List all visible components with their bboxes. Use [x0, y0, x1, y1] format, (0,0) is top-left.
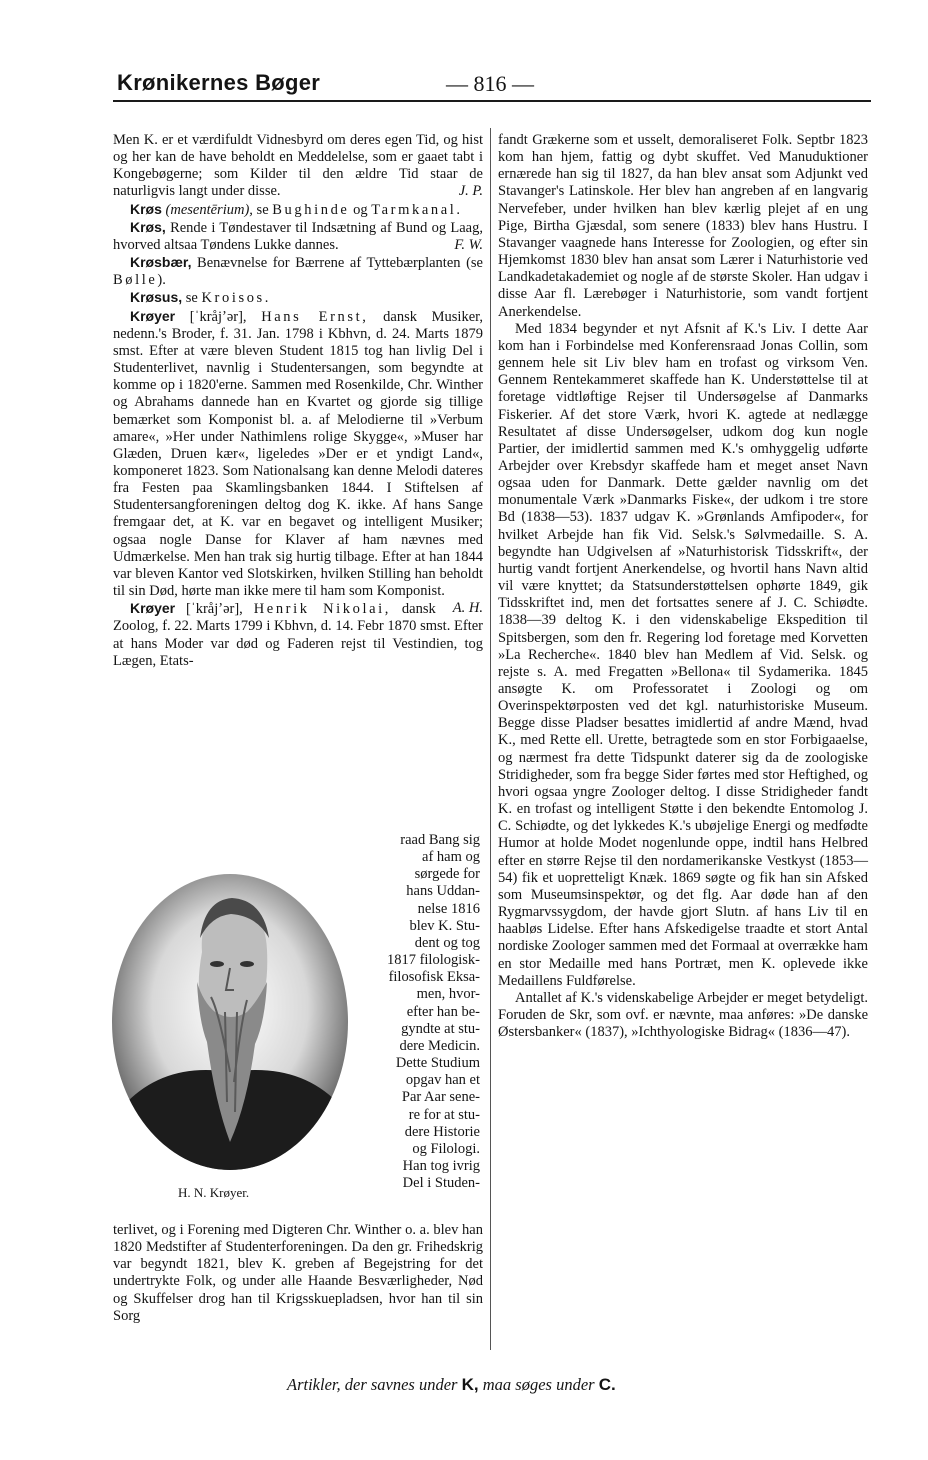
entry-term: (mesentērium), — [165, 201, 253, 218]
cross-reference: Kroisos. — [201, 290, 272, 307]
column-divider — [490, 128, 491, 1350]
narrow-line: filosofisk Eksa- — [388, 969, 480, 986]
entry-headword: Krøs — [130, 200, 162, 217]
entry-text: Rende i Tøndestaver til Indsætning af Bund og Laag, hvorved altsaa Tøndens Lukke dannes. — [113, 219, 483, 253]
entry-text: se — [182, 290, 202, 307]
narrow-line: Dette Studium — [395, 1055, 480, 1072]
right-column — [498, 132, 868, 1041]
narrow-line: sørgede for — [414, 866, 480, 883]
entry-text: dansk Musiker, nedenn.'s Broder, f. 31. Jan. 1798 i Kbhvn, d. 24. Marts 1879 smst. Efter at være bleven Student 1815 tog han livlig Del i Studenterlivet, navnlig i Studentersangen, som begyndte at komme op i 1820'erne. Sammen med Rosenkilde, Chr. Winther og Abrahams dannede han en Kvartet og gjorde sig tillige bemærket som Komponist bl. a. af Melodierne til »Verbum amare«, »Her under Nathimlens rolige Skygge«, »Muser har Glæden, Druen kær«, ligeledes »Der er et yndigt Land«, komponeret 1823. Som Nationalsang kan denne Melodi dateres fra Festen paa Skamlingsbanken 1844. I Stiftelsen af Studentersangforeningen deltog dog K. ikke. Af hans Sange fremgaar det, at K. var en begavet og intelligent Musiker; ogsaa nogle Danse for Klaver af ham nævnes med Udmærkelse. Men han trak sig hurtig tilbage. Efter at han 1844 var bleven Kantor ved Slotskirken, hvilken Stilling han beholdt til sin Død, hørte man ikke mere til ham som Komponist. — [113, 308, 484, 600]
narrow-line: raad Bang sig — [400, 832, 480, 848]
paragraph-works: Antallet af K.'s videnskabelige Arbejder er meget betydeligt. Foruden de Skr, som ovf. er nævnte, maa anføres: »De danske Østersbanker« (1837), »Ichthyologiske Bidrag« (1836—47). — [498, 989, 868, 1041]
entry-kroyer-henrik-nikolai — [113, 600, 483, 670]
narrow-line: Del i Studen- — [402, 1175, 480, 1192]
header-title: Krønikernes Bøger — [117, 70, 321, 95]
narrow-line: hans Uddan- — [406, 883, 480, 900]
cross-reference: Bølle — [113, 272, 158, 289]
left-column — [113, 132, 483, 670]
cross-reference: Bughinde — [272, 201, 350, 218]
left-column-continuation: terlivet, og i Forening med Digteren Chr. Winther o. a. blev han 1820 Medstifter af Studenterforeningen. Da den gr. Frihedskrig var begyndt 1821, blev K. greben af Begejstring for det undertrykte Folk, og under alle Haande Besværligheder, Nød og Skuffelser drog han til Krigsskuepladsen, hvor han til sin Sorg — [113, 1222, 483, 1324]
footer-text: Artikler, der savnes under — [287, 1375, 462, 1394]
narrow-line: af ham og — [422, 849, 480, 866]
narrow-line: opgav han et — [405, 1072, 480, 1089]
text-beside-portrait — [356, 832, 480, 1192]
narrow-line: 1817 filologisk- — [386, 952, 480, 969]
portrait-caption: H. N. Krøyer. — [178, 1185, 250, 1200]
narrow-line: Par Aar sene- — [401, 1089, 480, 1106]
narrow-line: efter han be- — [406, 1003, 480, 1020]
portrait-image — [107, 872, 353, 1182]
entry-text: ). — [157, 272, 166, 289]
narrow-line: re for at stu- — [408, 1106, 480, 1123]
entry-kros-rende — [113, 219, 483, 254]
paragraph-continued: fandt Grækerne som et usselt, demoraliseret Folk. Septbr 1823 kom han hjem, fattig og dybt skuffet. Ved Manuduktioner ernærede han sig til 1827, da han blev ansat som Adjunkt ved Stavanger's Latinskole. Her blev han angreben af en langvarig Nervefeber, under hvilken han blev kærlig plejet af en ung Pige, Birtha Gjæsdal, som senere (1833) blev hans Hustru. I Stavanger vaagnede hans Interesse for Zoologien, og efter sin Hjemkomst 1830 blev han ansat som Lærer i Naturhistorie ved Landkadetakademiet og nogle af de største Skoler. Han udgav i disse Aar fl. Lærebøger i Naturhistorie, som vandt fortjent Anerkendelse. — [498, 132, 868, 320]
entry-headword: Krøsbær, — [130, 254, 192, 271]
entry-text: og — [349, 201, 372, 218]
entry-headword: Krøsus, — [130, 289, 183, 306]
narrow-line: blev K. Stu- — [409, 917, 480, 934]
entry-text: se — [252, 201, 273, 218]
page-number: — 816 — — [446, 71, 534, 96]
narrow-line: gyndte at stu- — [401, 1020, 480, 1037]
entry-headword: Krøs, — [130, 218, 166, 235]
person-name: Hans Ernst, — [261, 308, 369, 325]
entry-kros-mesenterium — [113, 201, 483, 219]
narrow-line: dent og tog — [414, 934, 480, 951]
narrow-line: og Filologi. — [412, 1140, 480, 1157]
author-signature: F. W. — [454, 236, 483, 253]
footer-text: maa søges under — [478, 1375, 599, 1394]
person-name: Henrik Nikolai, — [253, 601, 392, 618]
paragraph-1834: Med 1834 begynder et nyt Afsnit af K.'s Liv. I dette Aar kom han i Forbindelse med Konferensraad Jonas Collin, som gennem hele sit Liv blev ham en trofast og virksom Ven. Gennem Rentekammeret skaffede han K. Understøttelse til at foretage vidtløftige Rejser til Undersøgelse af Danmarks Fiskerier. Af det store Værk, hvori K. agtede at nedlægge Resultatet af disse Undersøgelser, udkom dog kun nogle Partier, der imidlertid sammen med K.'s omhyggelig udførte Arbejder over Krebsdyr skaffede ham et meget anset Navn ogsaa uden for Danmark. Dette gælder navnlig om det monumentale Værk »Danmarks Fiske«, der udkom i tre store Bd (1838—53). 1837 udgav K. »Grønlands Amfipoder«, for hvilket Arbejde han fik Vid. Selsk.'s Sølvmedaille. S. A. begyndte han Udgivelsen af »Naturhistorisk Tidsskrift«, der hurtig vandt fortjent Anerkendelse, og hvortil hans Navn altid vil være knyttet; da Statsunderstøttelsen ophørte 1849, gik Tidsskriftet ind, men det fortsattes senere af J. C. Schiødte. 1838—39 deltog K. i den videnskabelige Ekspedition til Spitsbergen, som den fr. Regering lod foretage med Korvetten »La Recherche«. 1840 blev han Medlem af Vid. Selsk. og rejste s. A. med Fregatten »Bellona« til Sydamerika. 1845 ansøgte K. om Professoratet i Zoologi og om Overinspektørposten ved det kgl. naturhistoriske Museum. Begge disse Pladser besattes imidlertid af andre Mænd, hvad K., med Rette ell. Urette, betragtede som en stor Forbigaaelse, og nærmest fra dette Tidspunkt daterer sig da de zoologiske Stridigheder, som fra begge Sider førtes med stor Heftighed, og hvori ogsaa yngre Zoologer deltog. I disse Stridigheder fandt K. en trofast og intelligent Støtte i den bekendte Entomolog J. C. Schiødte, og det lykkedes K.'s ubøjelige Energi og medfødte Humor at holde Modet nogenlunde oppe, indtil hans Helbred efter en større Rejse til den nordamerikanske Vestkyst (1853—54) fik et uopretteligt Knæk. 1869 søgte og fik han sin Afsked som Museumsinspektør, og det flg. Aar døde han af den Rygmarvssygdom, der havde gjort Slutn. af hans Liv til en haabløs Lidelse. Efter hans Afskedigelse traadte et stort Antal nordiske Zoologer sammen med det Formaal at overrække ham en stor Medaille med hans Portræt, men K. oplevede ikke Medaillens Fuldførelse. — [498, 320, 868, 989]
narrow-line: nelse 1816 — [417, 900, 480, 917]
author-signature: A. H. — [452, 600, 483, 617]
entry-headword: Krøyer — [130, 600, 176, 617]
narrow-line: men, hvor- — [416, 986, 480, 1003]
entry-text: Benævnelse for Bærrene af Tyttebærplanten (se — [191, 255, 483, 272]
pronunciation: [ˈkråjʼər], — [175, 308, 262, 325]
entry-text: dansk Zoolog, f. 22. Marts 1799 i Kbhvn, d. 14. Febr 1870 smst. Efter at hans Moder var død og Faderen rejst til Vestindien, tog Lægen, Etats- — [113, 601, 483, 669]
footer-letter-k: K, — [461, 1375, 479, 1394]
entry-headword: Krøyer — [130, 307, 176, 324]
narrow-line: dere Medicin. — [399, 1037, 480, 1054]
narrow-line: Han tog ivrig — [402, 1157, 480, 1174]
header-rule — [113, 100, 871, 102]
entry-krosbaer — [113, 254, 483, 289]
paragraph-kronikernes-end — [113, 132, 483, 201]
entry-krosus — [113, 289, 483, 307]
footer-note — [287, 1375, 616, 1395]
cross-reference: Tarmkanal. — [371, 201, 463, 218]
paragraph-text: Men K. er et værdifuldt Vidnesbyrd om deres egen Tid, og hist og her kan de have beholdt en Meddelelse, som er gaaet tabt i Kongebøgerne; som Kilder til den ældre Tid staar de naturligvis langt under disse. — [113, 132, 483, 200]
author-signature: J. P. — [458, 183, 483, 200]
footer-letter-c: C. — [598, 1375, 616, 1394]
pronunciation: [ˈkråjʼər], — [175, 601, 254, 618]
narrow-line: dere Historie — [404, 1123, 480, 1140]
portrait-illustration — [107, 872, 353, 1182]
